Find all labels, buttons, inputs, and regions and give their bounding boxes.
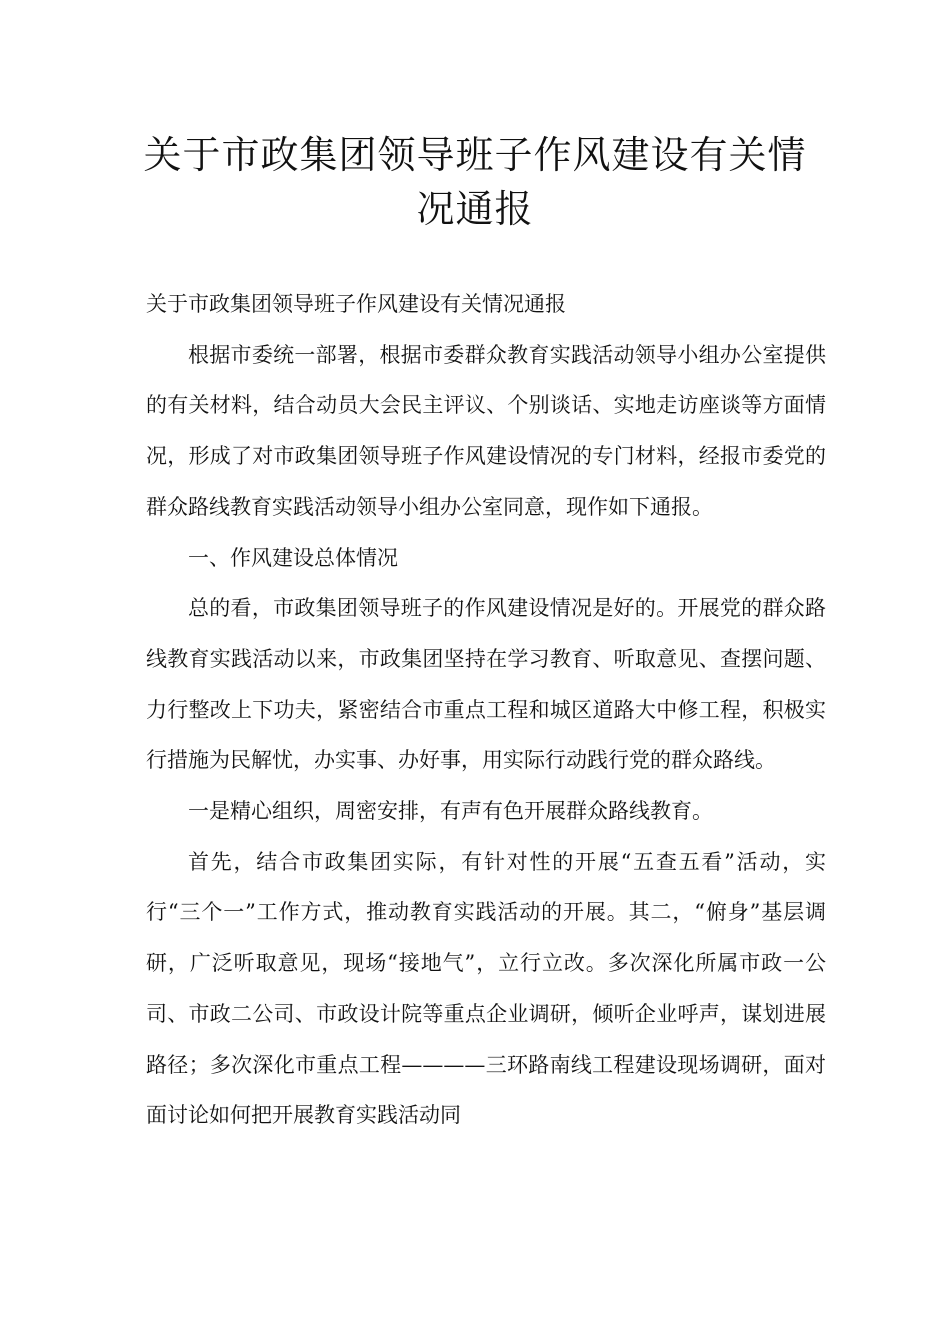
document-body: [146, 279, 826, 1141]
paragraph-details: 首先，结合市政集团实际，有针对性的开展“五查五看”活动，实行“三个一”工作方式，推动教育实践活动的开展。其二，“俯身”基层调研，广泛听取意见，现场“接地气”，立行立改。多次深化所属市政一公司、市政二公司、市政设计院等重点企业调研，倾听企业呼声，谋划进展路径；多次深化市重点工程————三环路南线工程建设现场调研，面对面讨论如何把开展教育实践活动同: [146, 849, 826, 1128]
document-title-line-1: 关于市政集团领导班子作风建设有关情: [143, 133, 807, 177]
paragraph-point-1: 一是精心组织，周密安排，有声有色开展群众路线教育。: [188, 799, 713, 824]
document-subtitle: 关于市政集团领导班子作风建设有关情况通报: [146, 292, 566, 316]
document-title: [100, 128, 850, 236]
section-heading-1: 一、作风建设总体情况: [188, 545, 398, 570]
paragraph-overview: 总的看，市政集团领导班子的作风建设情况是好的。开展党的群众路线教育实践活动以来，市政集团坚持在学习教育、听取意见、查摆问题、力行整改上下功夫，紧密结合市重点工程和城区道路大中修工程，积极实行措施为民解忧，办实事、办好事，用实际行动践行党的群众路线。: [146, 596, 826, 773]
document-title-line-2: 况通报: [416, 187, 534, 231]
paragraph-intro: 根据市委统一部署，根据市委群众教育实践活动领导小组办公室提供的有关材料，结合动员大会民主评议、个别谈话、实地走访座谈等方面情况，形成了对市政集团领导班子作风建设情况的专门材料，经报市委党的群众路线教育实践活动领导小组办公室同意，现作如下通报。: [146, 342, 826, 519]
